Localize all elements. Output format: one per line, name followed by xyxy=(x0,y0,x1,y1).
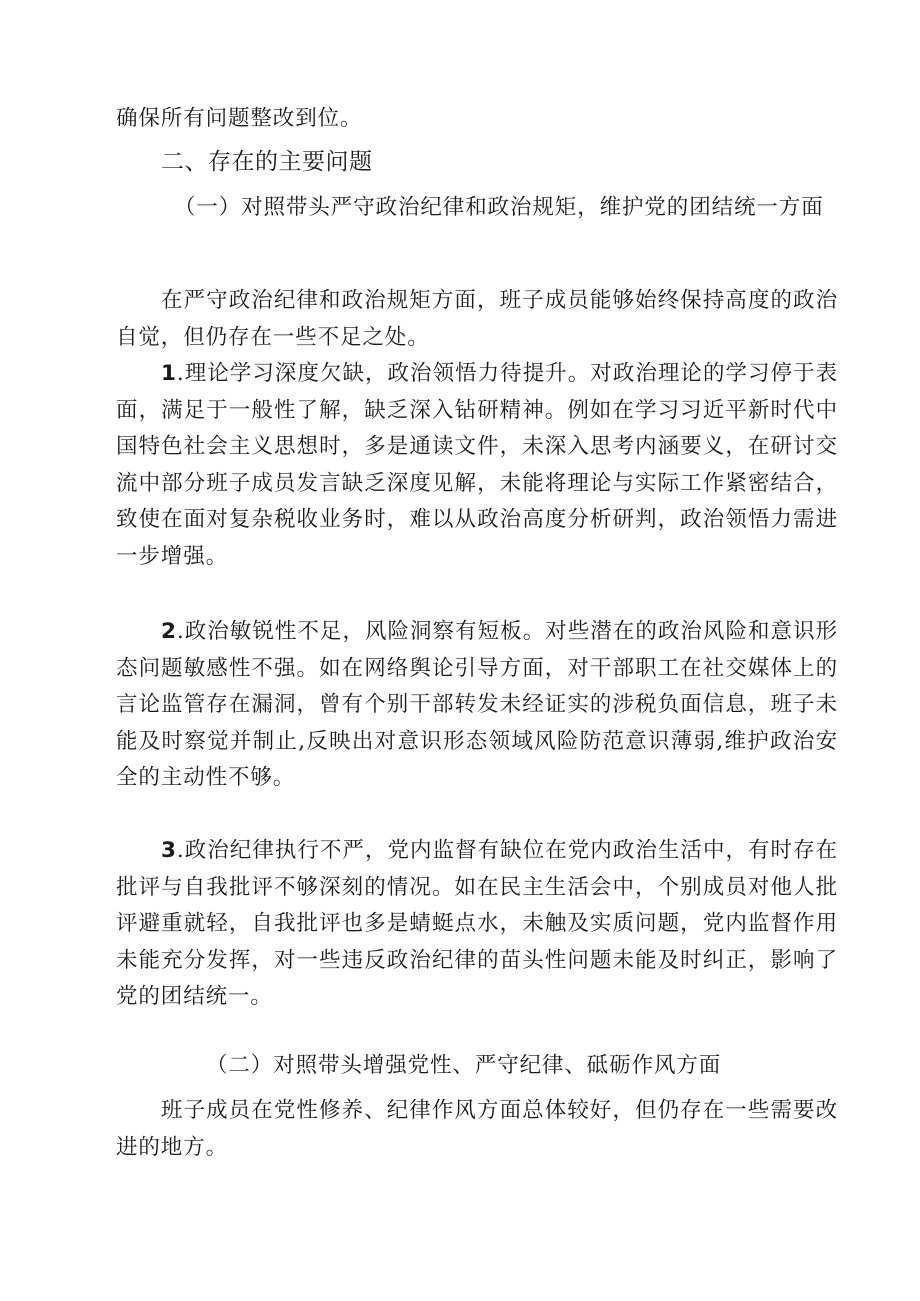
item-1-text: .理论学习深度欠缺，政治领悟力待提升。对政治理论的学习停于表面，满足于一般性了解，缺乏深入钻研精神。例如在学习习近平新时代中国特色社会主义思想时，多是通读文件，未深入思考内涵要义，在研讨交流中部分班子成员发言缺乏深度见解，未能将理论与实际工作紧密结合，致使在面对复杂税收业务时，难以从政治高度分析研判，政治领悟力需进一步增强。 xyxy=(116,361,838,569)
item-1 xyxy=(116,356,838,575)
item-1-number: 1 xyxy=(161,361,177,386)
paragraph-continuation: 确保所有问题整改到位。 xyxy=(116,106,363,131)
item-3-text: .政治纪律执行不严，党内监督有缺位在党内政治生活中，有时存在批评与自我批评不够深刻的情况。如在民主生活会中，个别成员对他人批评避重就轻，自我批评也多是蜻蜓点水，未触及实质问题，党内监督作用未能充分发挥，对一些违反政治纪律的苗头性问题未能及时纠正，影响了党的团结统一。 xyxy=(116,838,838,1009)
section-heading: 二、存在的主要问题 xyxy=(161,149,373,175)
item-3-number: 3 xyxy=(161,838,177,863)
item-2-number: 2 xyxy=(161,619,177,644)
subsection-heading-1: （一）对照带头严守政治纪律和政治规矩，维护党的团结统一方面 xyxy=(174,195,824,220)
subsection-1-intro: 在严守政治纪律和政治规矩方面，班子成员能够始终保持高度的政治自觉，但仍存在一些不足之处。 xyxy=(116,288,838,350)
subsection-heading-2: （二）对照带头增强党性、严守纪律、砥砺作风方面 xyxy=(206,1053,722,1078)
subsection-2-intro: 班子成员在党性修养、纪律作风方面总体较好，但仍存在一些需要改进的地方。 xyxy=(116,1098,838,1160)
item-2-text: .政治敏锐性不足，风险洞察有短板。对些潜在的政治风险和意识形态问题敏感性不强。如在网络舆论引导方面，对干部职工在社交媒体上的言论监管存在漏洞，曾有个别干部转发未经证实的涉税负面信息，班子未能及时察觉并制止,反映出对意识形态领域风险防范意识薄弱,维护政治安全的主动性不够。 xyxy=(116,619,838,790)
item-3 xyxy=(116,833,838,1016)
item-2 xyxy=(116,614,838,797)
